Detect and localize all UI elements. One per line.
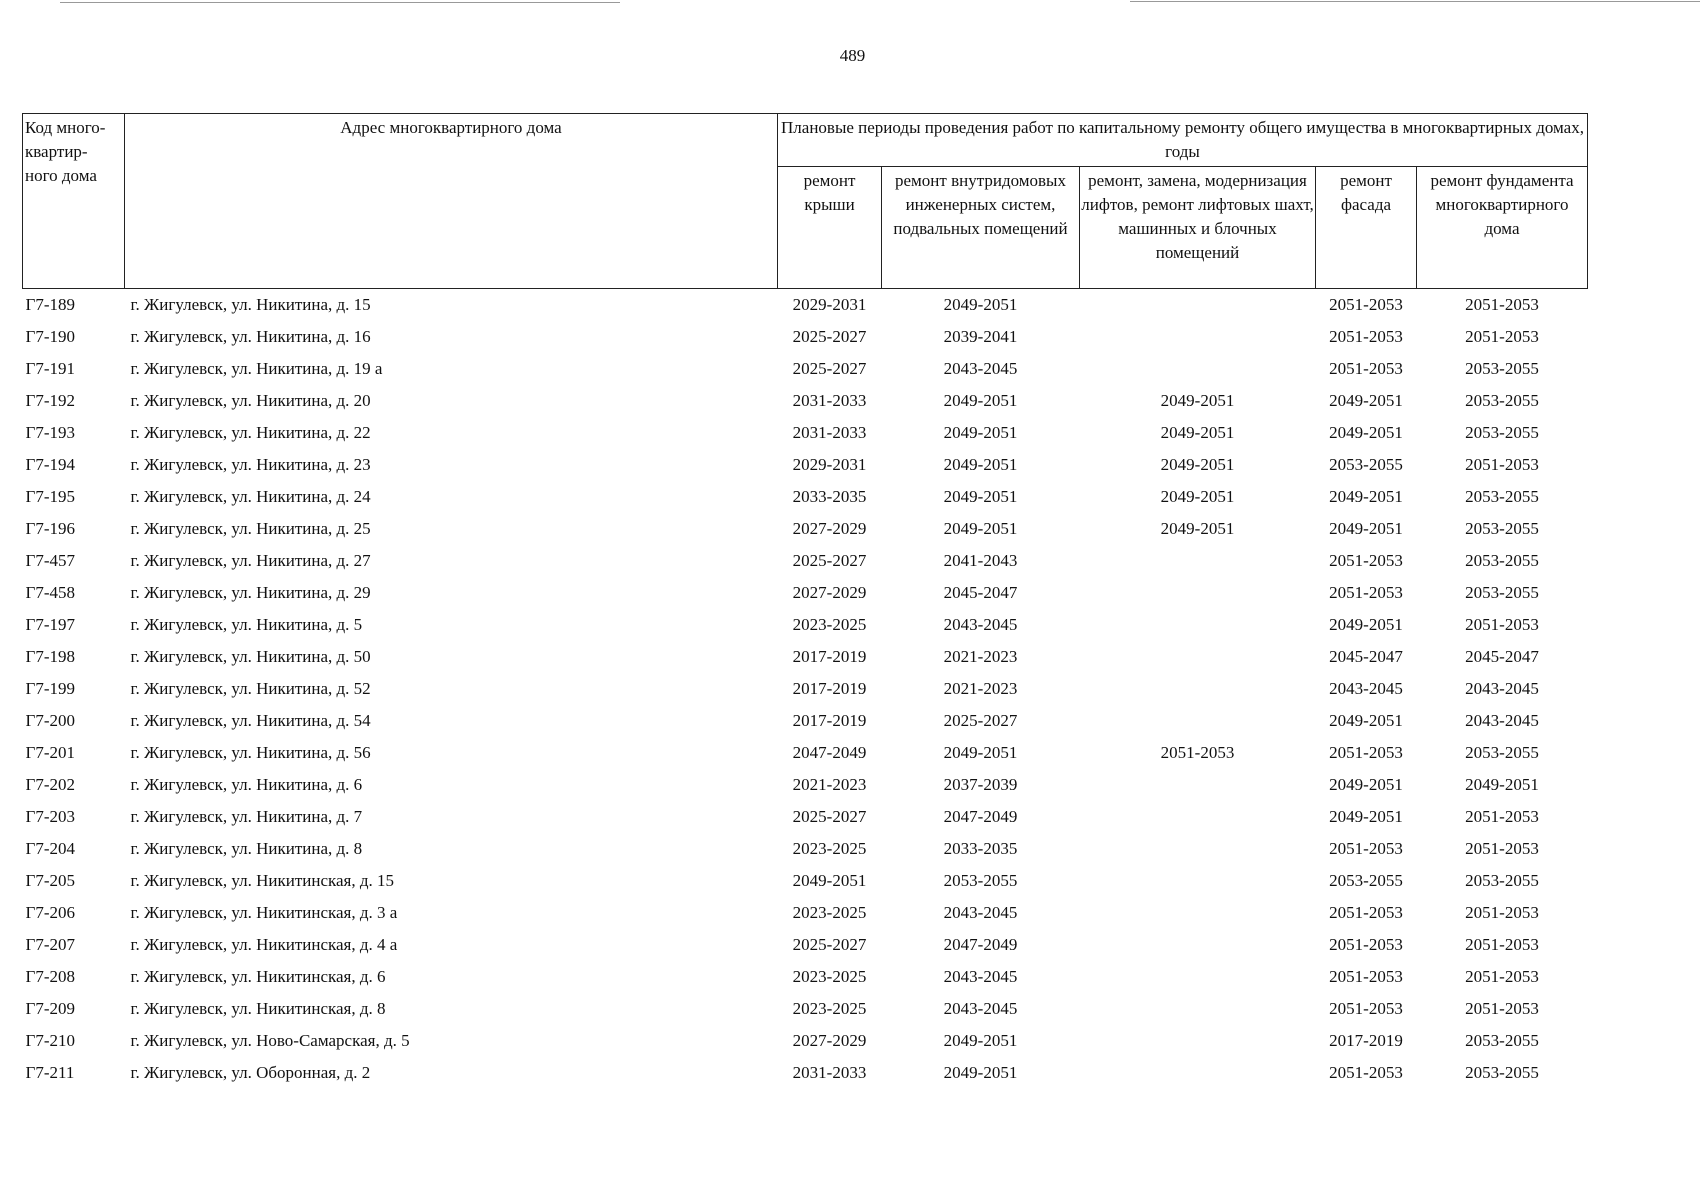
table-row xyxy=(23,449,1588,481)
table-row xyxy=(23,641,1588,673)
cell-elevators xyxy=(1080,289,1316,322)
cell-engineering: 2039-2041 xyxy=(943,327,1018,346)
cell-facade: 2051-2053 xyxy=(1329,583,1403,602)
cell-engineering: 2049-2051 xyxy=(943,519,1018,538)
header-facade: ремонт фасада xyxy=(1316,167,1417,289)
cell-roof: 2017-2019 xyxy=(792,679,867,698)
cell-roof: 2023-2025 xyxy=(792,903,867,922)
cell-elevators xyxy=(1080,577,1316,609)
cell-roof: 2027-2029 xyxy=(792,519,867,538)
cell-facade: 2051-2053 xyxy=(1329,295,1403,314)
cell-foundation: 2049-2051 xyxy=(1465,775,1539,794)
cell-facade: 2051-2053 xyxy=(1329,967,1403,986)
cell-foundation: 2053-2055 xyxy=(1465,583,1539,602)
cell-roof: 2017-2019 xyxy=(792,711,867,730)
cell-code: Г7-198 xyxy=(25,647,75,666)
header-roof: ремонт крыши xyxy=(778,167,882,289)
cell-foundation: 2051-2053 xyxy=(1465,327,1539,346)
cell-code: Г7-206 xyxy=(25,903,75,922)
cell-code: Г7-189 xyxy=(25,295,75,314)
cell-roof: 2025-2027 xyxy=(792,935,867,954)
cell-engineering: 2049-2051 xyxy=(943,487,1018,506)
cell-foundation: 2051-2053 xyxy=(1465,999,1539,1018)
cell-engineering: 2049-2051 xyxy=(943,1063,1018,1082)
cell-elevators xyxy=(1080,961,1316,993)
cell-roof: 2031-2033 xyxy=(792,1063,867,1082)
cell-address: г. Жигулевск, ул. Никитина, д. 50 xyxy=(130,647,371,666)
cell-foundation: 2051-2053 xyxy=(1465,807,1539,826)
cell-foundation: 2043-2045 xyxy=(1465,679,1539,698)
cell-foundation: 2053-2055 xyxy=(1465,359,1539,378)
table-row xyxy=(23,897,1588,929)
cell-roof: 2025-2027 xyxy=(792,551,867,570)
cell-roof: 2031-2033 xyxy=(792,391,867,410)
cell-address: г. Жигулевск, ул. Никитина, д. 25 xyxy=(130,519,371,538)
cell-engineering: 2053-2055 xyxy=(943,871,1018,890)
cell-facade: 2049-2051 xyxy=(1329,519,1403,538)
cell-roof: 2029-2031 xyxy=(792,455,867,474)
cell-code: Г7-204 xyxy=(25,839,75,858)
cell-facade: 2051-2053 xyxy=(1329,359,1403,378)
cell-roof: 2023-2025 xyxy=(792,839,867,858)
cell-facade: 2051-2053 xyxy=(1329,935,1403,954)
cell-engineering: 2049-2051 xyxy=(943,743,1018,762)
cell-code: Г7-196 xyxy=(25,519,75,538)
cell-facade: 2051-2053 xyxy=(1329,743,1403,762)
table-body xyxy=(23,289,1588,1090)
cell-foundation: 2051-2053 xyxy=(1465,295,1539,314)
cell-engineering: 2049-2051 xyxy=(943,423,1018,442)
cell-roof: 2027-2029 xyxy=(792,583,867,602)
cell-code: Г7-192 xyxy=(25,391,75,410)
cell-code: Г7-205 xyxy=(25,871,75,890)
cell-facade: 2049-2051 xyxy=(1329,807,1403,826)
cell-code: Г7-209 xyxy=(25,999,75,1018)
cell-roof: 2025-2027 xyxy=(792,359,867,378)
cell-roof: 2027-2029 xyxy=(792,1031,867,1050)
cell-address: г. Жигулевск, ул. Никитина, д. 22 xyxy=(130,423,371,442)
table-row xyxy=(23,609,1588,641)
cell-address: г. Жигулевск, ул. Никитинская, д. 15 xyxy=(130,871,395,890)
cell-address: г. Жигулевск, ул. Никитина, д. 24 xyxy=(130,487,371,506)
cell-address: г. Жигулевск, ул. Никитинская, д. 6 xyxy=(130,967,386,986)
cell-foundation: 2043-2045 xyxy=(1465,711,1539,730)
cell-facade: 2051-2053 xyxy=(1329,903,1403,922)
cell-elevators xyxy=(1080,321,1316,353)
cell-code: Г7-207 xyxy=(25,935,75,954)
cell-address: г. Жигулевск, ул. Никитина, д. 5 xyxy=(130,615,363,634)
table-row xyxy=(23,833,1588,865)
cell-engineering: 2043-2045 xyxy=(943,359,1018,378)
cell-address: г. Жигулевск, ул. Никитина, д. 29 xyxy=(130,583,371,602)
header-periods: Плановые периоды проведения работ по капитальному ремонту общего имущества в многоквартирных домах, годы xyxy=(778,114,1588,167)
cell-engineering: 2043-2045 xyxy=(943,615,1018,634)
cell-address: г. Жигулевск, ул. Никитина, д. 16 xyxy=(130,327,371,346)
table-row xyxy=(23,545,1588,577)
cell-address: г. Жигулевск, ул. Никитинская, д. 8 xyxy=(130,999,386,1018)
cell-elevators xyxy=(1080,993,1316,1025)
cell-elevators: 2049-2051 xyxy=(1160,391,1235,410)
table-row xyxy=(23,993,1588,1025)
cell-foundation: 2051-2053 xyxy=(1465,967,1539,986)
scan-artifact-line xyxy=(60,2,620,3)
cell-code: Г7-194 xyxy=(25,455,75,474)
cell-elevators xyxy=(1080,897,1316,929)
cell-elevators xyxy=(1080,1025,1316,1057)
cell-code: Г7-210 xyxy=(25,1031,75,1050)
cell-foundation: 2053-2055 xyxy=(1465,391,1539,410)
cell-engineering: 2043-2045 xyxy=(943,967,1018,986)
cell-engineering: 2047-2049 xyxy=(943,935,1018,954)
cell-code: Г7-195 xyxy=(25,487,75,506)
cell-foundation: 2053-2055 xyxy=(1465,487,1539,506)
cell-facade: 2053-2055 xyxy=(1329,455,1403,474)
cell-address: г. Жигулевск, ул. Никитина, д. 15 xyxy=(130,295,371,314)
cell-engineering: 2041-2043 xyxy=(943,551,1018,570)
cell-address: г. Жигулевск, ул. Никитина, д. 19 а xyxy=(130,359,383,378)
cell-roof: 2029-2031 xyxy=(792,295,867,314)
cell-foundation: 2053-2055 xyxy=(1465,423,1539,442)
cell-elevators xyxy=(1080,929,1316,961)
cell-foundation: 2051-2053 xyxy=(1465,839,1539,858)
cell-code: Г7-191 xyxy=(25,359,75,378)
cell-code: Г7-457 xyxy=(25,551,75,570)
table-row xyxy=(23,737,1588,769)
page-number: 489 xyxy=(839,46,866,65)
cell-code: Г7-458 xyxy=(25,583,75,602)
cell-engineering: 2047-2049 xyxy=(943,807,1018,826)
cell-facade: 2051-2053 xyxy=(1329,839,1403,858)
header-engineering: ремонт внутридомовых инженерных систем, подвальных помещений xyxy=(882,167,1080,289)
cell-elevators xyxy=(1080,865,1316,897)
table-row xyxy=(23,481,1588,513)
cell-facade: 2051-2053 xyxy=(1329,999,1403,1018)
cell-roof: 2021-2023 xyxy=(792,775,867,794)
cell-address: г. Жигулевск, ул. Никитина, д. 23 xyxy=(130,455,371,474)
header-foundation: ремонт фундамента многоквартирного дома xyxy=(1417,167,1588,289)
cell-facade: 2045-2047 xyxy=(1329,647,1403,666)
cell-roof: 2023-2025 xyxy=(792,615,867,634)
cell-foundation: 2053-2055 xyxy=(1465,551,1539,570)
cell-elevators xyxy=(1080,1057,1316,1089)
cell-elevators xyxy=(1080,609,1316,641)
cell-facade: 2017-2019 xyxy=(1329,1031,1403,1050)
cell-address: г. Жигулевск, ул. Никитина, д. 20 xyxy=(130,391,371,410)
cell-elevators xyxy=(1080,705,1316,737)
cell-address: г. Жигулевск, ул. Никитина, д. 7 xyxy=(130,807,363,826)
cell-elevators xyxy=(1080,769,1316,801)
capital-repair-table xyxy=(22,113,1588,1089)
cell-address: г. Жигулевск, ул. Никитина, д. 54 xyxy=(130,711,371,730)
scan-artifact-line xyxy=(1130,1,1700,2)
table-row xyxy=(23,673,1588,705)
cell-elevators: 2049-2051 xyxy=(1160,423,1235,442)
cell-facade: 2049-2051 xyxy=(1329,775,1403,794)
cell-roof: 2031-2033 xyxy=(792,423,867,442)
cell-code: Г7-202 xyxy=(25,775,75,794)
table-row xyxy=(23,385,1588,417)
cell-foundation: 2053-2055 xyxy=(1465,743,1539,762)
cell-address: г. Жигулевск, ул. Оборонная, д. 2 xyxy=(130,1063,371,1082)
cell-facade: 2049-2051 xyxy=(1329,615,1403,634)
cell-elevators xyxy=(1080,353,1316,385)
table-row xyxy=(23,769,1588,801)
cell-engineering: 2043-2045 xyxy=(943,903,1018,922)
cell-foundation: 2045-2047 xyxy=(1465,647,1539,666)
cell-roof: 2047-2049 xyxy=(792,743,867,762)
cell-elevators xyxy=(1080,673,1316,705)
cell-address: г. Жигулевск, ул. Никитина, д. 6 xyxy=(130,775,363,794)
header-elevators: ремонт, замена, модернизация лифтов, ремонт лифтовых шахт, машинных и блочных помещений xyxy=(1080,167,1316,289)
cell-roof: 2025-2027 xyxy=(792,327,867,346)
cell-engineering: 2049-2051 xyxy=(943,295,1018,314)
cell-roof: 2049-2051 xyxy=(792,871,867,890)
cell-address: г. Жигулевск, ул. Ново-Самарская, д. 5 xyxy=(130,1031,410,1050)
cell-facade: 2051-2053 xyxy=(1329,551,1403,570)
cell-engineering: 2049-2051 xyxy=(943,455,1018,474)
cell-facade: 2049-2051 xyxy=(1329,487,1403,506)
cell-code: Г7-197 xyxy=(25,615,75,634)
table-row xyxy=(23,961,1588,993)
table-row xyxy=(23,353,1588,385)
cell-engineering: 2021-2023 xyxy=(943,647,1018,666)
cell-facade: 2043-2045 xyxy=(1329,679,1403,698)
cell-address: г. Жигулевск, ул. Никитина, д. 56 xyxy=(130,743,371,762)
cell-code: Г7-201 xyxy=(25,743,75,762)
table-row xyxy=(23,1057,1588,1089)
cell-facade: 2049-2051 xyxy=(1329,423,1403,442)
cell-elevators: 2049-2051 xyxy=(1160,455,1235,474)
cell-address: г. Жигулевск, ул. Никитина, д. 52 xyxy=(130,679,371,698)
table-row xyxy=(23,1025,1588,1057)
cell-roof: 2023-2025 xyxy=(792,967,867,986)
header-address: Адрес многоквартирного дома xyxy=(125,114,778,289)
cell-elevators xyxy=(1080,833,1316,865)
cell-foundation: 2051-2053 xyxy=(1465,455,1539,474)
cell-code: Г7-193 xyxy=(25,423,75,442)
cell-roof: 2023-2025 xyxy=(792,999,867,1018)
cell-elevators: 2049-2051 xyxy=(1160,487,1235,506)
cell-address: г. Жигулевск, ул. Никитина, д. 27 xyxy=(130,551,371,570)
cell-roof: 2025-2027 xyxy=(792,807,867,826)
table-row xyxy=(23,929,1588,961)
header-code: Код много- квартир- ного дома xyxy=(23,114,125,289)
cell-elevators: 2049-2051 xyxy=(1160,519,1235,538)
cell-foundation: 2051-2053 xyxy=(1465,903,1539,922)
cell-engineering: 2049-2051 xyxy=(943,391,1018,410)
cell-facade: 2053-2055 xyxy=(1329,871,1403,890)
cell-roof: 2033-2035 xyxy=(792,487,867,506)
cell-code: Г7-211 xyxy=(25,1063,75,1082)
cell-facade: 2049-2051 xyxy=(1329,391,1403,410)
cell-engineering: 2043-2045 xyxy=(943,999,1018,1018)
cell-elevators xyxy=(1080,545,1316,577)
cell-code: Г7-190 xyxy=(25,327,75,346)
cell-facade: 2051-2053 xyxy=(1329,327,1403,346)
table-row xyxy=(23,801,1588,833)
cell-engineering: 2021-2023 xyxy=(943,679,1018,698)
cell-foundation: 2051-2053 xyxy=(1465,615,1539,634)
cell-engineering: 2049-2051 xyxy=(943,1031,1018,1050)
table-row xyxy=(23,289,1588,322)
cell-address: г. Жигулевск, ул. Никитинская, д. 4 а xyxy=(130,935,398,954)
cell-address: г. Жигулевск, ул. Никитинская, д. 3 а xyxy=(130,903,398,922)
cell-elevators xyxy=(1080,801,1316,833)
cell-code: Г7-203 xyxy=(25,807,75,826)
cell-foundation: 2053-2055 xyxy=(1465,1063,1539,1082)
cell-engineering: 2037-2039 xyxy=(943,775,1018,794)
cell-foundation: 2051-2053 xyxy=(1465,935,1539,954)
cell-foundation: 2053-2055 xyxy=(1465,519,1539,538)
table-row xyxy=(23,417,1588,449)
cell-engineering: 2033-2035 xyxy=(943,839,1018,858)
cell-roof: 2017-2019 xyxy=(792,647,867,666)
cell-foundation: 2053-2055 xyxy=(1465,1031,1539,1050)
cell-code: Г7-208 xyxy=(25,967,75,986)
cell-elevators xyxy=(1080,641,1316,673)
table-row xyxy=(23,705,1588,737)
cell-engineering: 2045-2047 xyxy=(943,583,1018,602)
cell-foundation: 2053-2055 xyxy=(1465,871,1539,890)
cell-facade: 2049-2051 xyxy=(1329,711,1403,730)
table-row xyxy=(23,577,1588,609)
table-row xyxy=(23,865,1588,897)
cell-code: Г7-199 xyxy=(25,679,75,698)
table-row xyxy=(23,513,1588,545)
cell-code: Г7-200 xyxy=(25,711,75,730)
cell-engineering: 2025-2027 xyxy=(943,711,1018,730)
cell-facade: 2051-2053 xyxy=(1329,1063,1403,1082)
cell-address: г. Жигулевск, ул. Никитина, д. 8 xyxy=(130,839,363,858)
cell-elevators: 2051-2053 xyxy=(1160,743,1235,762)
table-row xyxy=(23,321,1588,353)
